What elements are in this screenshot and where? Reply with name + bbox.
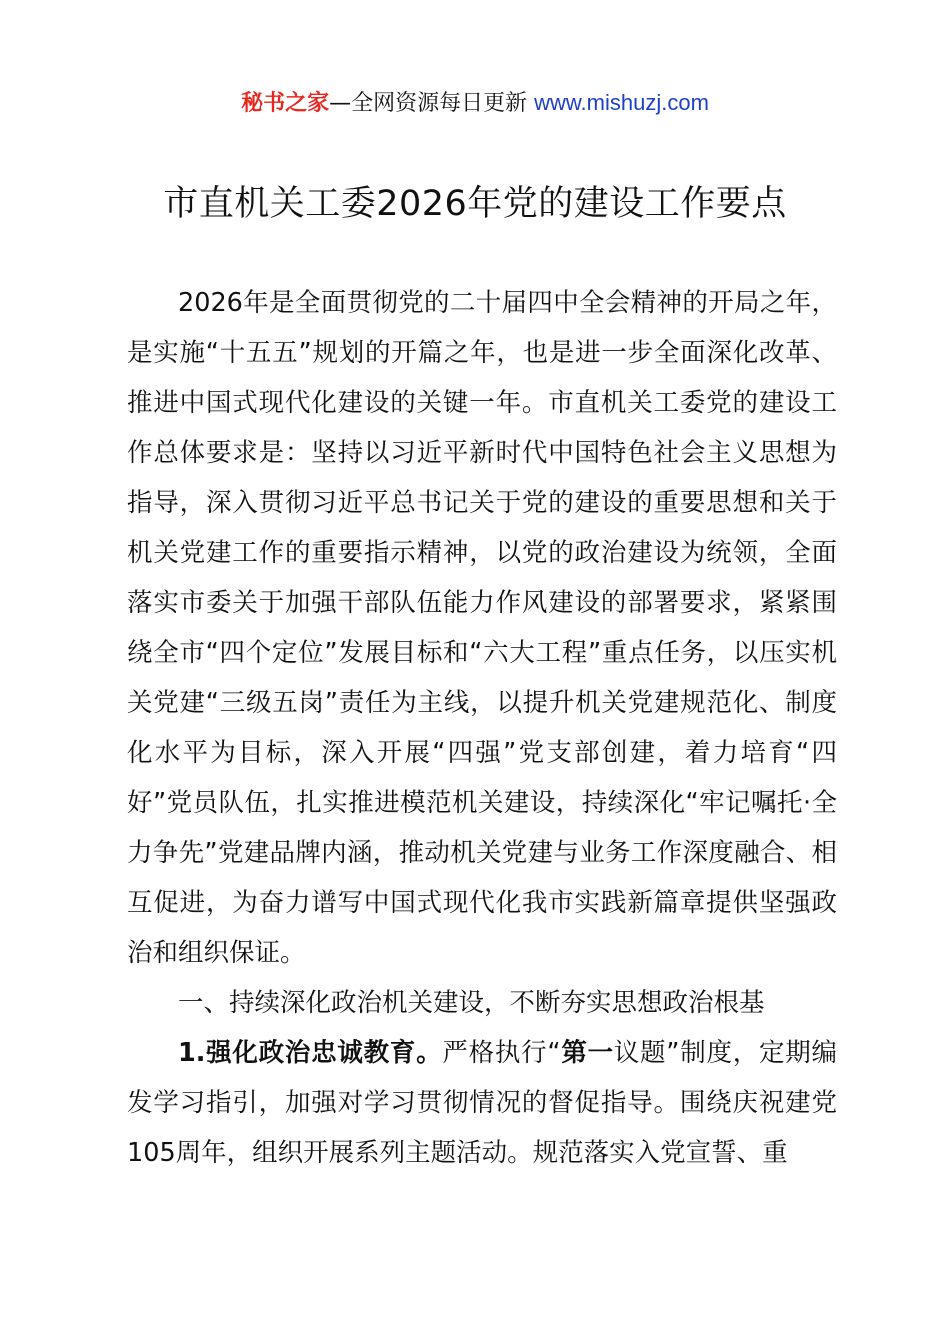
item-text-1a: 严格执行“ [442,1038,561,1068]
item-text-1b: 议题”制度，定期编发学习指引，加强对学习贯彻情况的督促指导。围绕庆祝建党105周年，组织开展系列主题活动。规范落实入党宣誓、重 [127,1038,837,1168]
item-emphasis-1: 第一 [560,1038,614,1068]
section-heading-1: 一、持续深化政治机关建设，不断夯实思想政治根基 [178,988,765,1018]
site-link[interactable]: www.mishuzj.com [534,90,709,115]
item-paragraph-1 [127,1028,837,1178]
document-title: 市直机关工委2026年党的建设工作要点 [163,184,787,224]
document-body [127,278,837,1178]
header-tagline: —全网资源每日更新 [329,91,528,116]
item-lead-1: 1.强化政治忠诚教育。 [178,1038,443,1068]
brand-name: 秘书之家 [241,91,330,116]
intro-paragraph: 2026年是全面贯彻党的二十届四中全会精神的开局之年，是实施“十五五”规划的开篇之年，也是进一步全面深化改革、推进中国式现代化建设的关键一年。市直机关工委党的建设工作总体要求是：坚持以习近平新时代中国特色社会主义思想为指导，深入贯彻习近平总书记关于党的建设的重要思想和关于机关党建工作的重要指示精神，以党的政治建设为统领，全面落实市委关于加强干部队伍能力作风建设的部署要求，紧紧围绕全市“四个定位”发展目标和“六大工程”重点任务，以压实机关党建“三级五岗”责任为主线，以提升机关党建规范化、制度化水平为目标，深入开展“四强”党支部创建，着力培育“四好”党员队伍，扎实推进模范机关建设，持续深化“牢记嘱托·全力争先”党建品牌内涵，推动机关党建与业务工作深度融合、相互促进，为奋力谱写中国式现代化我市实践新篇章提供坚强政治和组织保证。 [127,288,837,968]
source-header [0,88,950,119]
